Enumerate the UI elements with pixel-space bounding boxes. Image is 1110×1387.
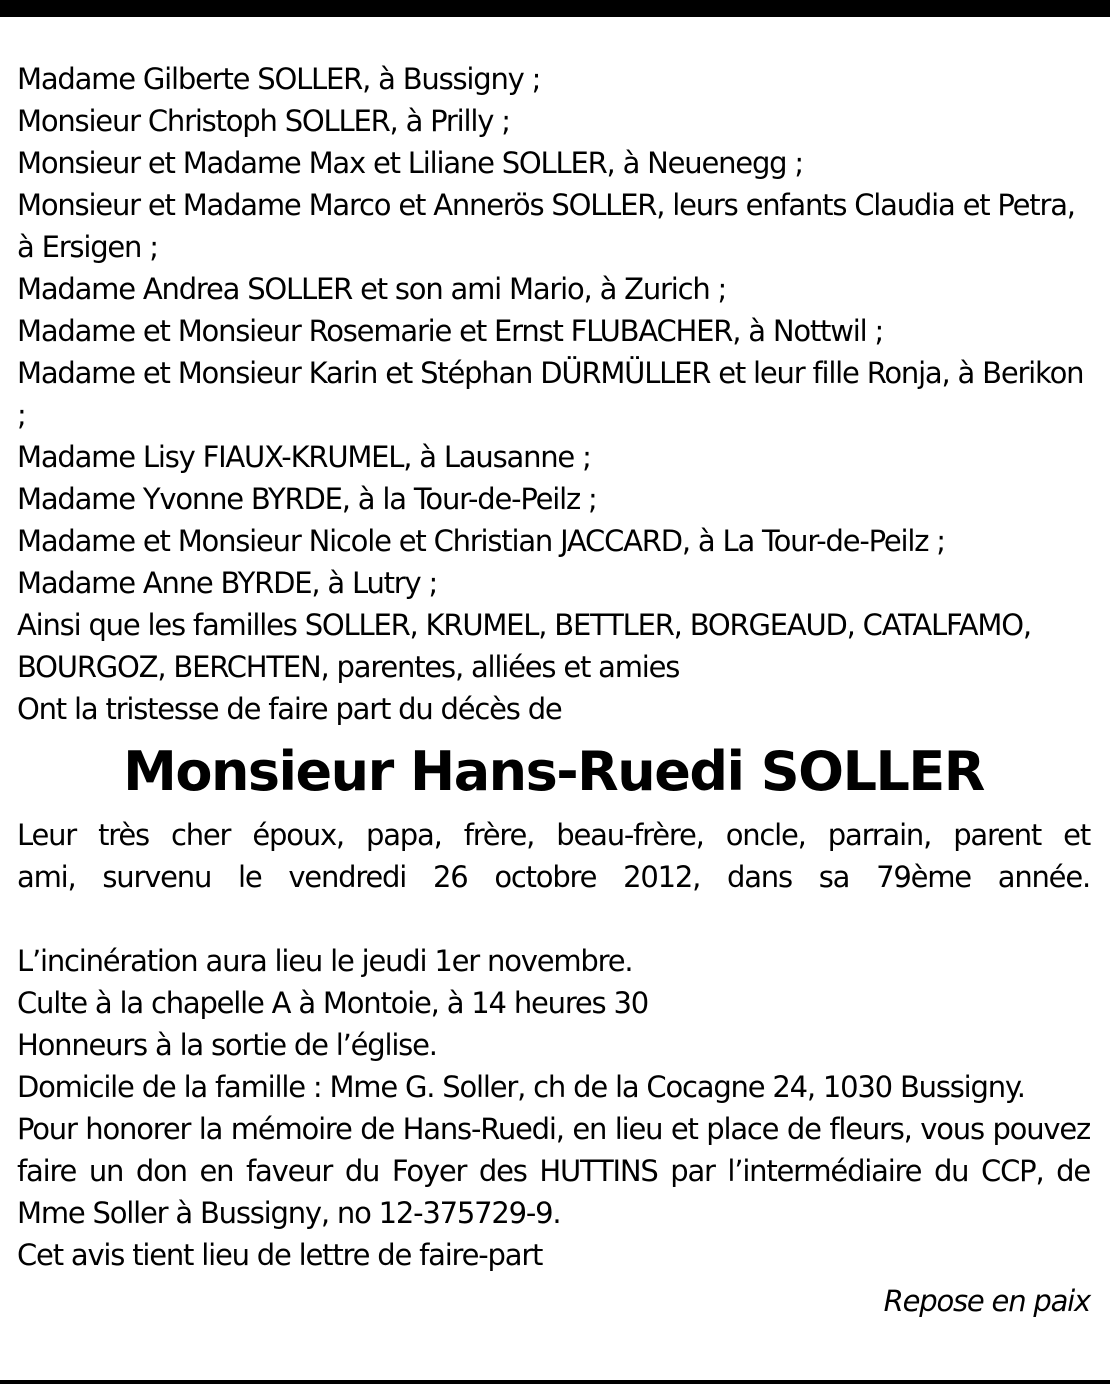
closing-phrase: Repose en paix [883,1284,1090,1318]
family-line: Monsieur et Madame Marco et Annerös SOLLER, leurs enfants Claudia et Petra, à Ersigen ; [17,188,1075,264]
cremation-line: L’incinération aura lieu le jeudi 1er novembre. [17,944,633,978]
top-border [0,0,1110,17]
obituary-notice [17,58,1090,1322]
deceased-name: Monsieur Hans-Ruedi SOLLER [123,740,984,803]
family-line: Ainsi que les familles SOLLER, KRUMEL, BETTLER, BORGEAUD, CATALFAMO, BOURGOZ, BERCHTEN, parentes, alliées et amies [17,608,1031,684]
family-line: Madame et Monsieur Rosemarie et Ernst FLUBACHER, à Nottwil ; [17,314,884,348]
family-line: Madame Gilberte SOLLER, à Bussigny ; [17,62,541,96]
family-line: Monsieur et Madame Max et Liliane SOLLER, à Neuenegg ; [17,146,803,180]
tribute-paragraph [17,814,1090,898]
family-line: Madame Anne BYRDE, à Lutry ; [17,566,438,600]
paragraph-spacer [17,898,1090,940]
family-line: Monsieur Christoph SOLLER, à Prilly ; [17,104,510,138]
tribute-line: Leur très cher époux, papa, frère, beau-frère, oncle, parrain, parent et [17,818,1090,852]
family-line: Madame Andrea SOLLER et son ami Mario, à Zurich ; [17,272,727,306]
announcement-line: Ont la tristesse de faire part du décès de [17,692,562,726]
donation-line: Pour honorer la mémoire de Hans-Ruedi, en lieu et place de fleurs, vous pouvez faire un don en faveur du Foyer des HUTTINS par l’intermédiaire du CCP, de Mme Soller à Bussigny, no 12-375729-9. [17,1112,1090,1230]
family-line: Madame et Monsieur Karin et Stéphan DÜRMÜLLER et leur fille Ronja, à Berikon ; [17,356,1084,432]
family-line: Madame et Monsieur Nicole et Christian JACCARD, à La Tour-de-Peilz ; [17,524,945,558]
domicile-line: Domicile de la famille : Mme G. Soller, ch de la Cocagne 24, 1030 Bussigny. [17,1070,1025,1104]
family-line: Madame Lisy FIAUX-KRUMEL, à Lausanne ; [17,440,591,474]
family-list [17,58,1090,730]
notice-line: Cet avis tient lieu de lettre de faire-part [17,1238,543,1272]
tribute-line: ami, survenu le vendredi 26 octobre 2012, dans sa 79ème année. [17,860,1090,894]
funeral-details [17,940,1090,1276]
family-line: Madame Yvonne BYRDE, à la Tour-de-Peilz ; [17,482,597,516]
service-line: Culte à la chapelle A à Montoie, à 14 heures 30 [17,986,648,1020]
honours-line: Honneurs à la sortie de l’église. [17,1028,437,1062]
bottom-border [0,1380,1110,1384]
